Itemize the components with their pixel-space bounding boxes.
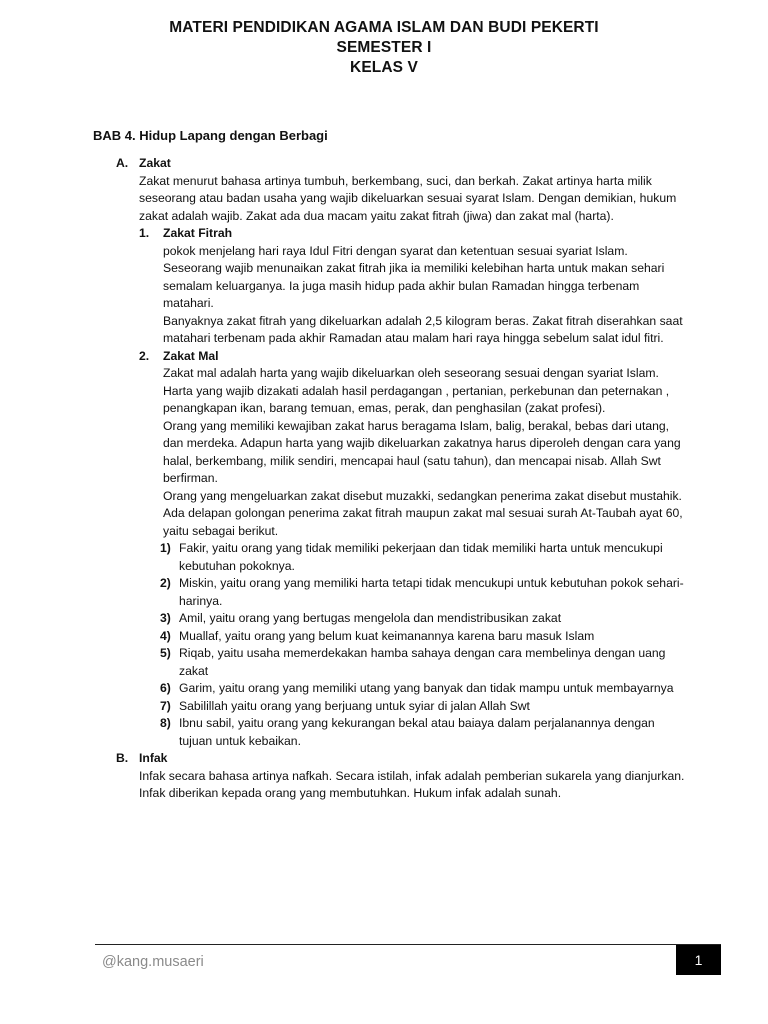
subsection-paragraph: Orang yang memiliki kewajiban zakat harus beragama Islam, balig, berakal, bebas dari utang, dan merdeka. Adapun harta yang wajib dikeluarkan zakatnya harus diperoleh dengan cara yang halal, berkembang, milik sendiri, mencapai haul (satu tahun), dan mencapai nisab. Allah Swt berfirman. bbox=[163, 418, 681, 485]
subsection-marker: 1. bbox=[139, 226, 150, 240]
header-title-line: MATERI PENDIDIKAN AGAMA ISLAM DAN BUDI PEKERTI bbox=[169, 19, 599, 36]
section-heading: Zakat bbox=[139, 156, 171, 170]
section-marker: B. bbox=[116, 751, 129, 765]
list-marker: 7) bbox=[160, 698, 171, 713]
subsection-heading: Zakat Mal bbox=[163, 348, 219, 363]
document-header bbox=[0, 18, 768, 78]
list-item bbox=[160, 645, 686, 680]
section-infak bbox=[116, 750, 686, 803]
footer-divider bbox=[95, 944, 721, 945]
header-class-line: KELAS V bbox=[350, 59, 418, 76]
footer-author-handle: @kang.musaeri bbox=[102, 954, 204, 970]
list-item bbox=[160, 680, 686, 698]
list-item bbox=[160, 540, 686, 575]
list-marker: 4) bbox=[160, 628, 171, 643]
list-marker: 5) bbox=[160, 646, 171, 660]
subsection-zakat-fitrah bbox=[139, 225, 686, 348]
section-heading: Infak bbox=[139, 751, 168, 765]
subsection-paragraph: pokok menjelang hari raya Idul Fitri dengan syarat dan ketentuan sesuai syariat Islam. Seseorang wajib menunaikan zakat fitrah jika ia memiliki kelebihan harta untuk makan sehari semalam keluarganya. Ia juga masih hidup pada akhir bulan Ramadan hingga terbenam matahari. bbox=[163, 243, 665, 310]
subsection-marker: 2. bbox=[139, 348, 150, 363]
list-item-text: Muallaf, yaitu orang yang belum kuat keimanannya karena baru masuk Islam bbox=[179, 628, 595, 643]
subsection-heading: Zakat Fitrah bbox=[163, 226, 233, 240]
list-item-text: Miskin, yaitu orang yang memiliki harta tetapi tidak mencukupi untuk kebutuhan pokok sehari-harinya. bbox=[179, 576, 684, 608]
section-paragraph: Zakat menurut bahasa artinya tumbuh, berkembang, suci, dan berkah. Zakat artinya harta milik seseorang atau badan usaha yang wajib dikeluarkan sesuai syarat Islam. Dengan demikian, hukum zakat adalah wajib. Zakat ada dua macam yaitu zakat fitrah (jiwa) dan zakat mal (harta). bbox=[139, 173, 677, 223]
document-body bbox=[116, 155, 686, 803]
section-paragraph: Infak secara bahasa artinya nafkah. Secara istilah, infak adalah pemberian sukarela yang dianjurkan. Infak diberikan kepada orang yang membutuhkan. Hukum infak adalah sunah. bbox=[139, 768, 685, 800]
list-item bbox=[160, 575, 686, 610]
list-item-text: Amil, yaitu orang yang bertugas mengelola dan mendistribusikan zakat bbox=[179, 611, 562, 625]
list-item-text: Fakir, yaitu orang yang tidak memiliki pekerjaan dan tidak memiliki harta untuk mencukupi kebutuhan pokoknya. bbox=[179, 541, 663, 573]
subsection-paragraph: Zakat mal adalah harta yang wajib dikeluarkan oleh seseorang sesuai dengan syariat Islam. Harta yang wajib dizakati adalah hasil perdagangan , pertanian, perkebunan dan peternakan , penangkapan ikan, barang temuan, emas, perak, dan penghasilan (zakat profesi). bbox=[163, 366, 670, 415]
list-item-text: Garim, yaitu orang yang memiliki utang yang banyak dan tidak mampu untuk membayarnya bbox=[179, 681, 674, 695]
chapter-title: BAB 4. Hidup Lapang dengan Berbagi bbox=[93, 128, 328, 143]
list-marker: 3) bbox=[160, 611, 171, 625]
list-marker: 8) bbox=[160, 716, 171, 730]
list-marker: 1) bbox=[160, 541, 171, 555]
list-marker: 2) bbox=[160, 576, 171, 590]
subsection-zakat-mal bbox=[139, 348, 686, 751]
section-zakat bbox=[116, 155, 686, 750]
list-item bbox=[160, 698, 686, 716]
subsection-paragraph: Banyaknya zakat fitrah yang dikeluarkan adalah 2,5 kilogram beras. Zakat fitrah diserahkan saat matahari terbenam pada akhir Ramadan atau malam hari raya hingga sebelum salat idul fitri. bbox=[163, 313, 683, 345]
list-marker: 6) bbox=[160, 681, 171, 695]
header-semester-line: SEMESTER I bbox=[336, 39, 432, 56]
list-item bbox=[160, 715, 686, 750]
mustahik-list bbox=[160, 540, 686, 750]
subsection-paragraph: Orang yang mengeluarkan zakat disebut muzakki, sedangkan penerima zakat disebut mustahik. Ada delapan golongan penerima zakat fitrah maupun zakat mal sesuai surah At-Taubah ayat 60, yaitu sebagai berikut. bbox=[163, 488, 683, 538]
list-item-text: Ibnu sabil, yaitu orang yang kekurangan bekal atau baiaya dalam perjalanannya dengan tujuan untuk kebaikan. bbox=[179, 716, 655, 748]
list-item-text: Sabilillah yaitu orang yang berjuang untuk syiar di jalan Allah Swt bbox=[179, 698, 530, 713]
list-item-text: Riqab, yaitu usaha memerdekakan hamba sahaya dengan cara membelinya dengan uang zakat bbox=[179, 646, 666, 678]
section-marker: A. bbox=[116, 156, 129, 170]
list-item bbox=[160, 628, 686, 646]
list-item bbox=[160, 610, 686, 628]
page-number-badge: 1 bbox=[676, 945, 721, 975]
